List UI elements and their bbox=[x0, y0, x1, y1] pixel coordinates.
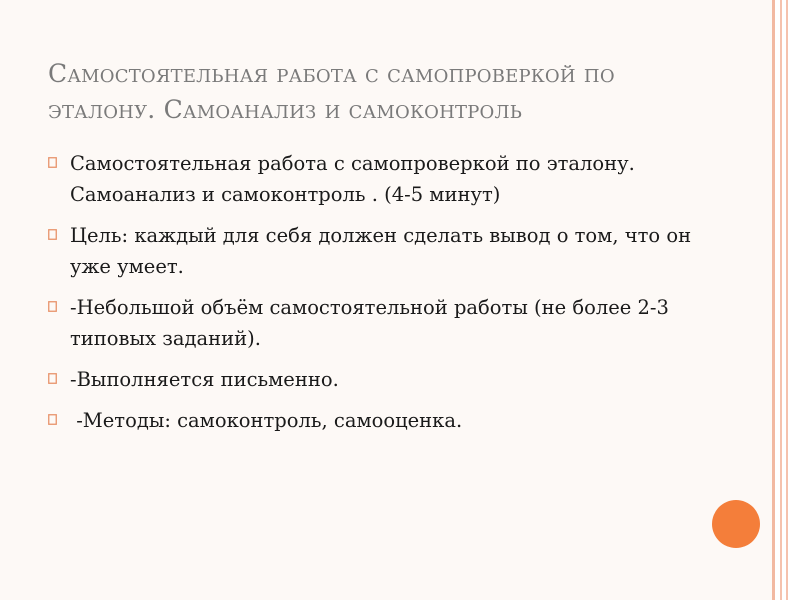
hollow-square-icon bbox=[48, 157, 57, 168]
hollow-square-icon bbox=[48, 229, 57, 240]
bullet-text: Самостоятельная работа с самопроверкой по эталону. Самоанализ и самоконтроль . (4-5 минут) bbox=[70, 152, 635, 206]
bullet-text: Цель: каждый для себя должен сделать вывод о том, что он уже умеет. bbox=[70, 224, 692, 278]
bullet-text: -Методы: самоконтроль, самооценка. bbox=[70, 409, 463, 432]
bullet-item-3 bbox=[48, 292, 698, 354]
bullet-item-2 bbox=[48, 220, 698, 282]
frame-line-outer bbox=[780, 0, 782, 600]
hollow-square-icon bbox=[48, 301, 57, 312]
slide-title: Самостоятельная работа с самопроверкой по эталону. Самоанализ и самоконтроль bbox=[48, 59, 615, 124]
bullet-text: -Небольшой объём самостоятельной работы (не более 2-3 типовых заданий). bbox=[70, 296, 669, 350]
frame-line-outer-2 bbox=[786, 0, 788, 600]
accent-circle bbox=[712, 500, 760, 548]
bullet-list bbox=[48, 148, 698, 446]
hollow-square-icon bbox=[48, 414, 57, 425]
bullet-item-5 bbox=[48, 405, 698, 436]
bullet-text: -Выполняется письменно. bbox=[70, 368, 339, 391]
bullet-item-1 bbox=[48, 148, 698, 210]
bullet-item-4 bbox=[48, 364, 698, 395]
hollow-square-icon bbox=[48, 373, 57, 384]
